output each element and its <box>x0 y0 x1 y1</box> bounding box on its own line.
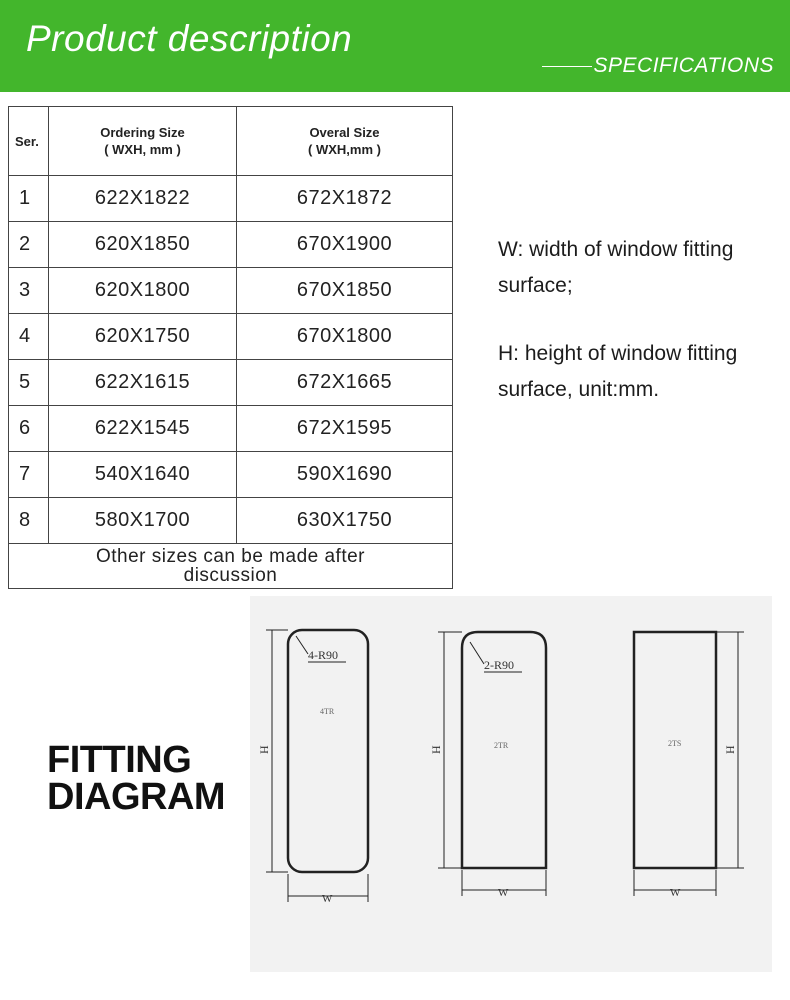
heading-line-1: FITTING <box>47 739 192 781</box>
cell-ser: 6 <box>9 406 49 452</box>
cell-ordering: 622X1545 <box>49 406 237 452</box>
height-note: H: height of window fitting surface, unit:mm. <box>498 342 738 401</box>
table-row <box>9 268 453 314</box>
dash-divider <box>542 66 592 67</box>
fitting-diagram-heading <box>47 739 226 818</box>
page-title: Product description <box>26 18 353 59</box>
cell-overall: 670X1900 <box>237 222 453 268</box>
shape-2ts-width-label: W <box>670 887 681 899</box>
cell-ser: 4 <box>9 314 49 360</box>
header-ordering-label: Ordering Size <box>100 125 185 140</box>
header-ordering-size <box>49 107 237 176</box>
cell-overall: 590X1690 <box>237 452 453 498</box>
shape-2tr-radius-label: 2-R90 <box>484 658 514 672</box>
cell-ser: 2 <box>9 222 49 268</box>
header-overall-label: Overal Size <box>309 125 380 140</box>
fitting-diagram <box>250 596 772 972</box>
table-footer-note <box>9 544 453 589</box>
table-footer-row <box>9 544 453 589</box>
table-row <box>9 360 453 406</box>
table-row <box>9 314 453 360</box>
table-row <box>9 222 453 268</box>
footer-line-1: Other sizes can be made after <box>95 546 365 567</box>
size-table <box>8 106 453 589</box>
cell-ser: 8 <box>9 498 49 544</box>
shape-2tr-height-label: H <box>429 745 443 754</box>
table-row <box>9 452 453 498</box>
cell-overall: 672X1595 <box>237 406 453 452</box>
cell-overall: 672X1872 <box>237 176 453 222</box>
subtitle-text: SPECIFICATIONS <box>593 54 774 77</box>
section-subtitle <box>542 54 774 78</box>
shape-2ts-code: 2TS <box>668 739 682 748</box>
cell-ser: 5 <box>9 360 49 406</box>
width-note: W: width of window fitting surface; <box>498 238 734 297</box>
cell-ordering: 620X1750 <box>49 314 237 360</box>
table-row <box>9 498 453 544</box>
cell-ordering: 620X1800 <box>49 268 237 314</box>
shape-2tr-code: 2TR <box>494 741 509 750</box>
cell-ordering: 622X1615 <box>49 360 237 406</box>
shape-4tr-radius-label: 4-R90 <box>308 648 338 662</box>
shape-4tr-width-label: W <box>322 893 333 905</box>
cell-ser: 3 <box>9 268 49 314</box>
cell-ordering: 620X1850 <box>49 222 237 268</box>
cell-ordering: 540X1640 <box>49 452 237 498</box>
table-row <box>9 176 453 222</box>
cell-overall: 630X1750 <box>237 498 453 544</box>
shape-4tr-code: 4TR <box>320 707 335 716</box>
cell-ser: 1 <box>9 176 49 222</box>
cell-ordering: 580X1700 <box>49 498 237 544</box>
cell-overall: 670X1800 <box>237 314 453 360</box>
cell-ordering: 622X1822 <box>49 176 237 222</box>
table-header-row <box>9 107 453 176</box>
header-overall-unit: ( WXH,mm ) <box>308 142 381 157</box>
header-banner <box>0 0 790 92</box>
table-row <box>9 406 453 452</box>
dimension-notes <box>498 232 788 440</box>
shape-2tr-width-label: W <box>498 887 509 899</box>
cell-ser: 7 <box>9 452 49 498</box>
header-ordering-unit: ( WXH, mm ) <box>104 142 181 157</box>
cell-overall: 672X1665 <box>237 360 453 406</box>
header-overall-size <box>237 107 453 176</box>
cell-overall: 670X1850 <box>237 268 453 314</box>
header-ser: Ser. <box>9 107 49 176</box>
shape-2ts-height-label: H <box>723 745 737 754</box>
footer-line-2: discussion <box>183 565 278 586</box>
heading-line-2: DIAGRAM <box>47 776 226 818</box>
shape-4tr-height-label: H <box>257 745 271 754</box>
